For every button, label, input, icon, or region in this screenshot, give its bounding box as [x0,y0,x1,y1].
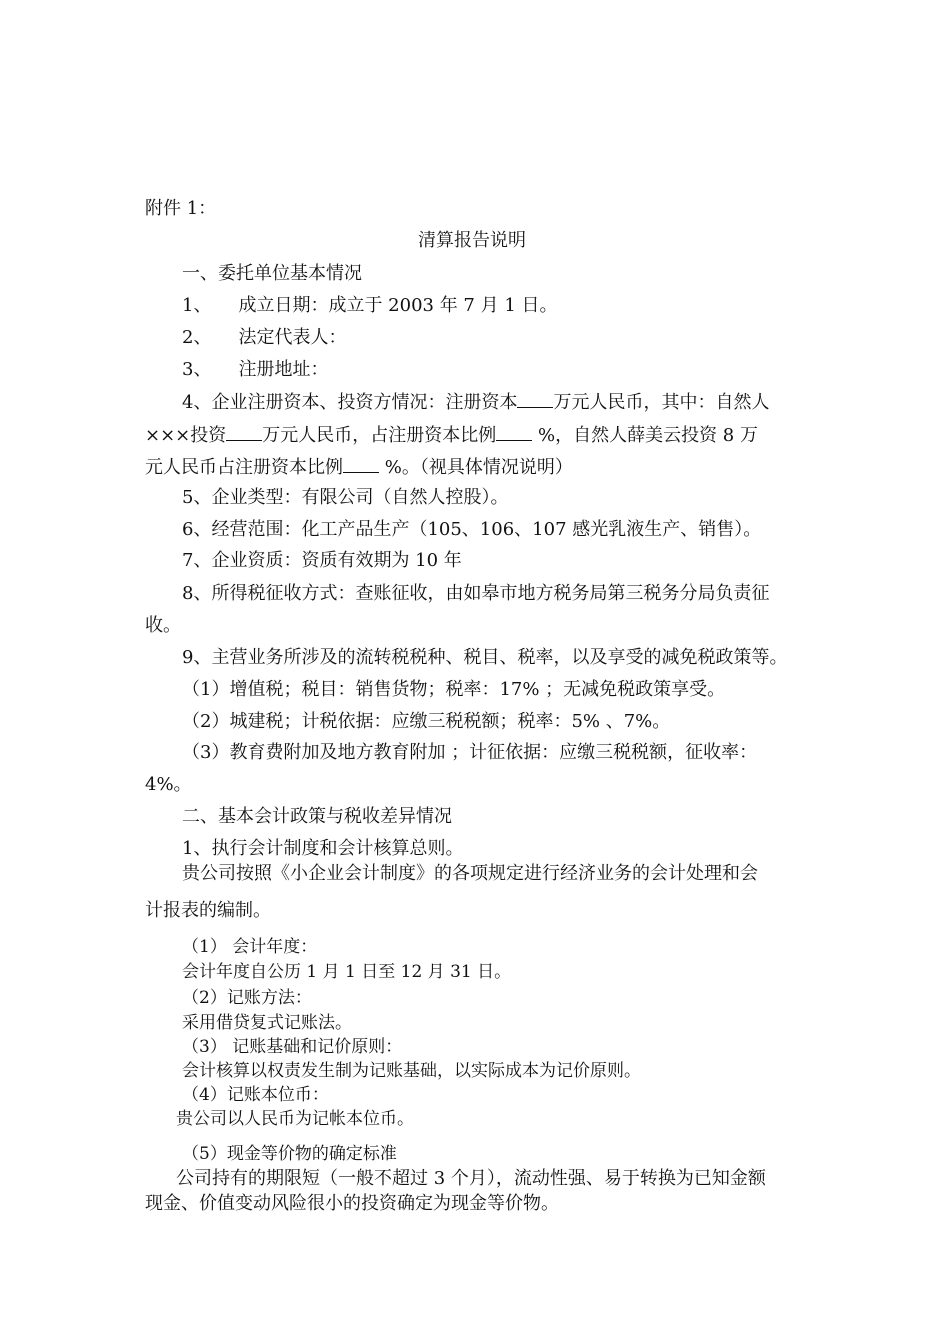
item4-text-e: %，自然人薛美云投资 8 万 [532,425,758,446]
item3-text: 注册地址： [238,359,329,380]
policy5-body-line1: 公司持有的期限短（一般不超过 3 个月），流动性强、易于转换为已知金额 [176,1168,766,1189]
item4-text-b: 万元人民币，其中：自然人 [553,392,770,413]
item4-text-f: 元人民币占注册资本比例 [145,457,343,478]
policy1-body: 会计年度自公历 1 月 1 日至 12 月 31 日。 [182,962,512,982]
policy5-title: （5）现金等价物的确定标准 [182,1144,397,1164]
tax-vat: （1）增值税；税目：销售货物；税率：17% ；无减免税政策享受。 [182,679,726,700]
policy1-title: （1） 会计年度： [182,937,318,957]
policy5-body-line2: 现金、价值变动风险很小的投资确定为现金等价物。 [145,1193,559,1214]
item2-text: 法定代表人： [238,327,347,348]
item4-text-g: %。（视具体情况说明） [379,457,573,478]
attachment-label: 附件 1： [145,198,217,219]
item4-line3 [145,455,573,479]
policy2-body: 采用借贷复式记账法。 [182,1013,352,1033]
tax-education-line2: 4%。 [145,774,192,795]
policy3-body: 会计核算以权责发生制为记账基础，以实际成本为记价原则。 [182,1061,641,1081]
item1 [182,295,558,317]
item4-text-c: ×××投资 [145,425,227,446]
section1-heading: 一、委托单位基本情况 [182,263,362,284]
item4-text-d: 万元人民币，占注册资本比例 [262,425,497,446]
item4-line1 [182,390,769,414]
section2-sub1: 1、执行会计制度和会计核算总则。 [182,838,464,859]
item9: 9、主营业务所涉及的流转税税种、税目、税率，以及享受的减免税政策等。 [182,647,788,668]
item8-line2: 收。 [145,615,181,636]
item3 [182,359,328,381]
item3-number: 3、 [182,359,212,380]
item4-line2 [145,423,758,447]
blank-registered-capital [517,390,553,408]
blank-investment-amount [226,423,262,441]
item2 [182,327,346,349]
blank-investment-ratio [496,423,532,441]
section2-heading: 二、基本会计政策与税收差异情况 [182,806,452,827]
item7: 7、企业资质：资质有效期为 10 年 [182,550,462,571]
blank-second-ratio [343,455,379,473]
item4-text-a: 4、企业注册资本、投资方情况：注册资本 [182,392,518,413]
policy4-body: 贵公司以人民币为记帐本位币。 [176,1109,414,1129]
item8-line1: 8、所得税征收方式：查账征收，由如皋市地方税务局第三税务分局负责征 [182,583,770,604]
policy4-title: （4）记账本位币： [182,1085,329,1105]
item1-number: 1、 [182,295,212,316]
item1-text: 成立日期：成立于 2003 年 7 月 1 日。 [238,295,558,316]
tax-city-construction: （2）城建税；计税依据：应缴三税税额；税率：5% 、7%。 [182,711,671,732]
item2-number: 2、 [182,327,212,348]
tax-education-line1: （3）教育费附加及地方教育附加 ；计征依据：应缴三税税额，征收率： [182,742,758,763]
item6: 6、经营范围：化工产品生产（105、106、107 感光乳液生产、销售）。 [182,519,762,540]
policy3-title: （3） 记账基础和记价原则： [182,1037,403,1057]
policy2-title: （2）记账方法： [182,988,312,1008]
document-title: 清算报告说明 [418,230,526,251]
section2-para1-line1: 贵公司按照《小企业会计制度》的各项规定进行经济业务的会计处理和会 [182,863,758,884]
section2-para1-line2: 计报表的编制。 [145,900,271,921]
item5: 5、企业类型：有限公司（自然人控股）。 [182,487,509,508]
